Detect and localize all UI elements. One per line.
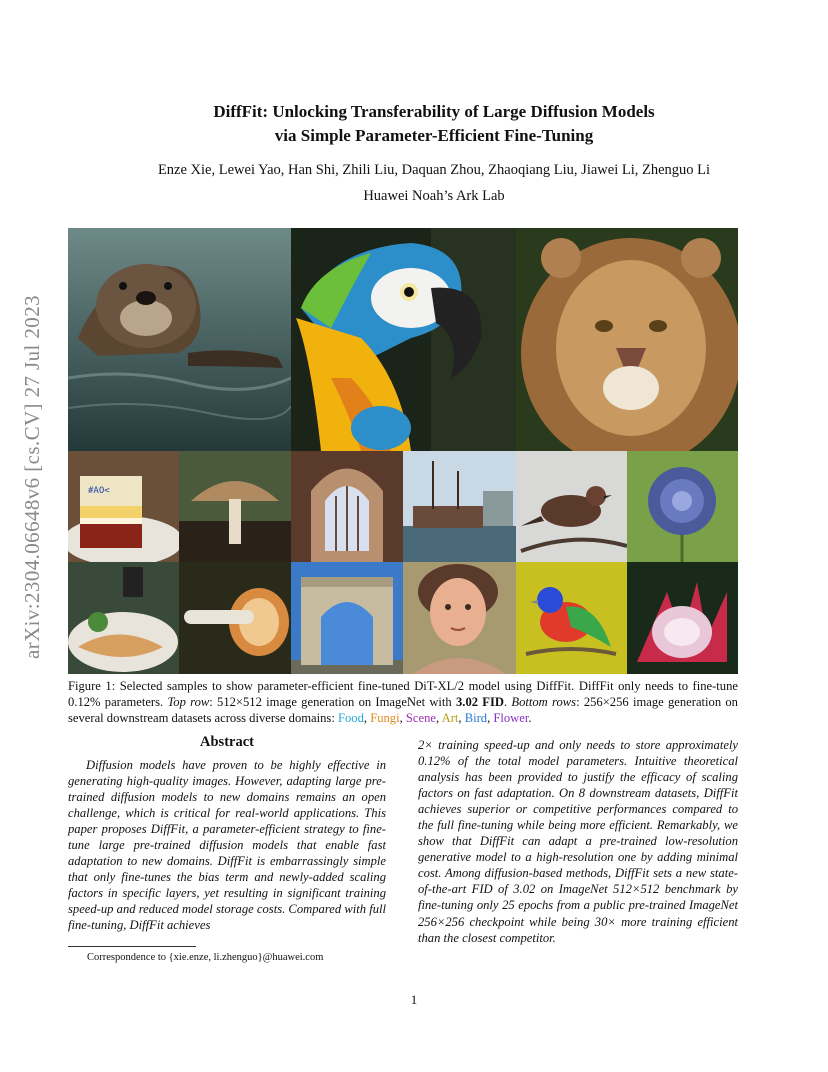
triumphal-arch-image (291, 562, 403, 674)
harbor-image (403, 451, 516, 562)
caption-intro: Figure 1: Selected samples to show parameter-efficient fine-tuned DiT-XL/2 model using DiffFit. DiffFit only needs to fine-tune 0.12% parameters. (68, 679, 738, 709)
figure-caption: Figure 1: Selected samples to show parameter-efficient fine-tuned DiT-XL/2 model using DiffFit. DiffFit only needs to fine-tune 0.12% parameters. Top row: 512×512 image generation on ImageNet with 3.02 FID. Bottom rows: 256×256 image generation on several downstream datasets across diverse domains: Food, Fungi, Scene, Art, Bird, Flower. (68, 679, 738, 725)
domain-bird: Bird (464, 711, 488, 725)
abstract-right-column: 2× training speed-up and only needs to store approximately 0.12% of the total model parameters. Intuitive theoretical analysis has been provided to justify the efficacy of scaling factors on fast adaptation. On 8 downstream datasets, DiffFit achieves superior or competitive performances compared to the full fine-tuning while being more efficient. Remarkably, we show that DiffFit can adapt a pre-trained low-resolution generative model to a high-resolution one by adding minimal cost. Among diffusion-based methods, DiffFit sets a new state-of-the-art FID of 3.02 on ImageNet 512×512 benchmark by fine-tuning only 25 epochs from a public pre-trained ImageNet 256×256 checkpoint while being 30× more training efficient than the closest competitor. (418, 738, 738, 945)
caption-bottom-rows-label: Bottom rows (511, 695, 577, 709)
cathedral-image (291, 451, 403, 562)
bird-on-branch-image (516, 451, 627, 562)
caption-end: . (528, 711, 532, 725)
caption-sep: . (503, 695, 512, 709)
caption-bottom-rows-text: : 256×256 image generation on several downstream datasets across diverse domains: (68, 695, 738, 725)
abstract-heading: Abstract (200, 734, 254, 750)
footnote-rule (68, 946, 196, 947)
lion-image (516, 228, 738, 451)
svg-text:#AO<: #AO< (88, 486, 110, 496)
title-line-2: via Simple Parameter-Efficient Fine-Tuning (274, 126, 594, 145)
globe-thistle-image (627, 451, 738, 562)
domain-scene: Scene (405, 711, 436, 725)
page-number: 1 (410, 992, 418, 1007)
domain-fungi: Fungi (370, 711, 400, 725)
abstract-left-column: Diffusion models have proven to be highly effective in generating high-quality images. However, adapting large pre-trained diffusion models to new domains remains an open challenge, which is critical for real-world applications. This paper proposes DiffFit, a parameter-efficient strategy to fine-tune large pre-trained diffusion models that enable fast adaptation to new domains. DiffFit is embarrassingly simple that only fine-tunes the bias term and newly-added scaling factors in specific layers, yet resulting in significant training speed-up and reduced model storage costs. Compared with full fine-tuning, DiffFit achieves (68, 758, 386, 933)
mushroom-image (179, 451, 291, 562)
paper-title (60, 100, 808, 148)
domain-flower: Flower (493, 711, 529, 725)
portrait-painting-image (403, 562, 516, 674)
painted-bunting-image (516, 562, 627, 674)
otter-image (68, 228, 291, 451)
fungi-image (179, 562, 291, 674)
protea-image (627, 562, 738, 674)
caption-top-row-label: Top row (167, 695, 210, 709)
caption-top-row-text: : 512×512 image generation on ImageNet with (209, 695, 456, 709)
domain-art: Art (441, 711, 459, 725)
arxiv-identifier: arXiv:2304.06648v6 [cs.CV] 27 Jul 2023 (20, 295, 44, 660)
cake-image (68, 451, 179, 562)
caption-fid: 3.02 FID (456, 695, 504, 709)
affiliation: Huawei Noah’s Ark Lab (363, 188, 505, 204)
title-line-1: DiffFit: Unlocking Transferability of Large Diffusion Models (213, 102, 655, 121)
macaw-image (291, 228, 516, 451)
food-plate-image (68, 562, 179, 674)
correspondence-footnote: Correspondence to {xie.enze, li.zhenguo}@huawei.com (87, 952, 324, 963)
domain-food: Food (338, 711, 364, 725)
author-list: Enze Xie, Lewei Yao, Han Shi, Zhili Liu, Daquan Zhou, Zhaoqiang Liu, Jiawei Li, Zhenguo Li (157, 162, 711, 178)
